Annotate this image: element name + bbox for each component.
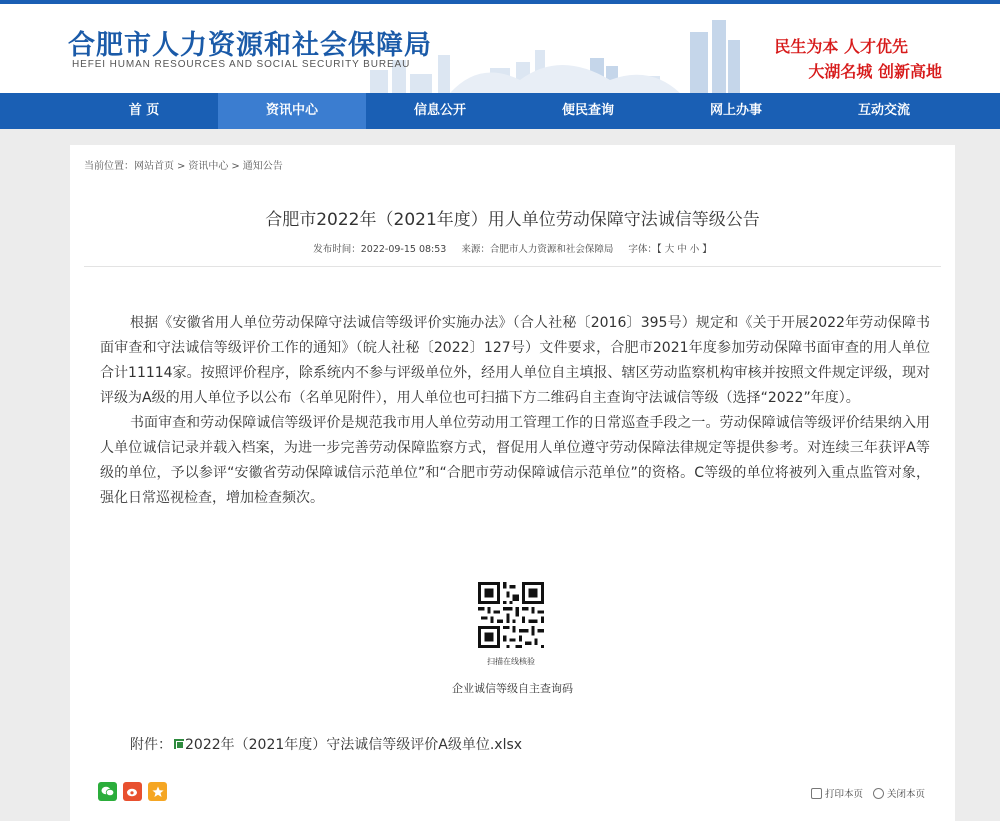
breadcrumb-separator: > bbox=[177, 161, 186, 172]
share-buttons bbox=[98, 782, 167, 801]
wechat-icon[interactable] bbox=[98, 782, 117, 801]
nav-item-news-center[interactable]: 资讯中心 bbox=[218, 93, 366, 129]
print-label: 打印本页 bbox=[824, 789, 863, 800]
font-size-switcher[interactable]: 字体：【 大 中 小 】 bbox=[628, 244, 712, 255]
qr-code-image[interactable] bbox=[478, 582, 544, 648]
breadcrumb-prefix: 当前位置： bbox=[84, 161, 134, 172]
site-logo-title[interactable]: 合肥市人力资源和社会保障局 bbox=[68, 30, 432, 61]
nav-item-online-service[interactable]: 网上办事 bbox=[709, 103, 762, 118]
breadcrumb-link-news[interactable]: 资讯中心 bbox=[188, 161, 229, 172]
article-paragraph: 根据《安徽省用人单位劳动保障守法诚信等级评价实施办法》（合人社秘〔2016〕395号）规定和《关于开展2022年劳动保障书面审查和守法诚信等级评价工作的通知》（皖人社秘〔2022〕127号）文件要求，合肥市2021年度参加劳动保障书面审查的用人单位合计11114家。按照评价程序，除系统内不参与评级单位外，经用人单位自主填报、辖区劳动监察机构审核并按照文件规定评级，现对评级为A级的用人单位予以公布（名单见附件），用人单位也可扫描下方二维码自主查询守法诚信等级（选择“2022”年度）。 bbox=[100, 315, 930, 406]
breadcrumb bbox=[84, 157, 283, 172]
excel-file-icon bbox=[174, 739, 184, 749]
title-divider bbox=[84, 266, 941, 267]
slogan-line-1: 民生为本 人才优先 bbox=[774, 37, 908, 56]
nav-item-info-disclosure[interactable]: 信息公开 bbox=[413, 103, 466, 118]
qr-block bbox=[478, 582, 544, 667]
close-label: 关闭本页 bbox=[886, 789, 925, 800]
attachment-row bbox=[130, 734, 522, 754]
site-logo-subtitle: HEFEI HUMAN RESOURCES AND SOCIAL SECURITY BUREAU bbox=[72, 59, 411, 70]
article-body bbox=[100, 311, 930, 511]
main-nav bbox=[0, 93, 1000, 129]
article-source: 来源：合肥市人力资源和社会保障局 bbox=[461, 244, 614, 255]
qzone-icon[interactable] bbox=[148, 782, 167, 801]
nav-item-public-query[interactable]: 便民查询 bbox=[561, 103, 614, 118]
publish-time: 发布时间：2022-09-15 08:53 bbox=[313, 244, 447, 255]
breadcrumb-link-notices[interactable]: 通知公告 bbox=[242, 161, 283, 172]
attachment-prefix: 附件： bbox=[130, 737, 172, 753]
qr-label: 企业诚信等级自主查询码 bbox=[452, 682, 573, 695]
slogan-line-2: 大湖名城 创新高地 bbox=[808, 62, 942, 81]
nav-item-home[interactable]: 首 页 bbox=[128, 103, 160, 118]
nav-item-interaction[interactable]: 互动交流 bbox=[857, 103, 910, 118]
article-paragraph: 书面审查和劳动保障诚信等级评价是规范我市用人单位劳动用工管理工作的日常巡查手段之一。劳动保障诚信等级评价结果纳入用人单位诚信记录并载入档案，为进一步完善劳动保障监察方式，督促用人单位遵守劳动保障法律规定等提供参考。对连续三年获评A等级的单位，予以参评“安徽省劳动保障诚信示范单位”和“合肥市劳动保障诚信示范单位”的资格。C等级的单位将被列入重点监管对象，强化日常巡视检查，增加检查频次。 bbox=[100, 415, 930, 506]
article-meta bbox=[70, 241, 955, 255]
article-title: 合肥市2022年（2021年度）用人单位劳动保障守法诚信等级公告 bbox=[265, 210, 760, 230]
page-tools bbox=[811, 786, 925, 800]
close-page-button[interactable] bbox=[873, 786, 925, 800]
print-page-button[interactable] bbox=[811, 786, 863, 800]
print-icon bbox=[811, 788, 822, 799]
close-icon bbox=[873, 788, 884, 799]
attachment-link[interactable]: 2022年（2021年度）守法诚信等级评价A级单位.xlsx bbox=[185, 737, 523, 753]
article-panel bbox=[70, 145, 955, 821]
weibo-icon[interactable] bbox=[123, 782, 142, 801]
breadcrumb-separator: > bbox=[231, 161, 240, 172]
breadcrumb-link-home[interactable]: 网站首页 bbox=[134, 161, 174, 172]
qr-caption: 扫描在线核验 bbox=[487, 657, 535, 666]
site-header bbox=[0, 4, 1000, 93]
